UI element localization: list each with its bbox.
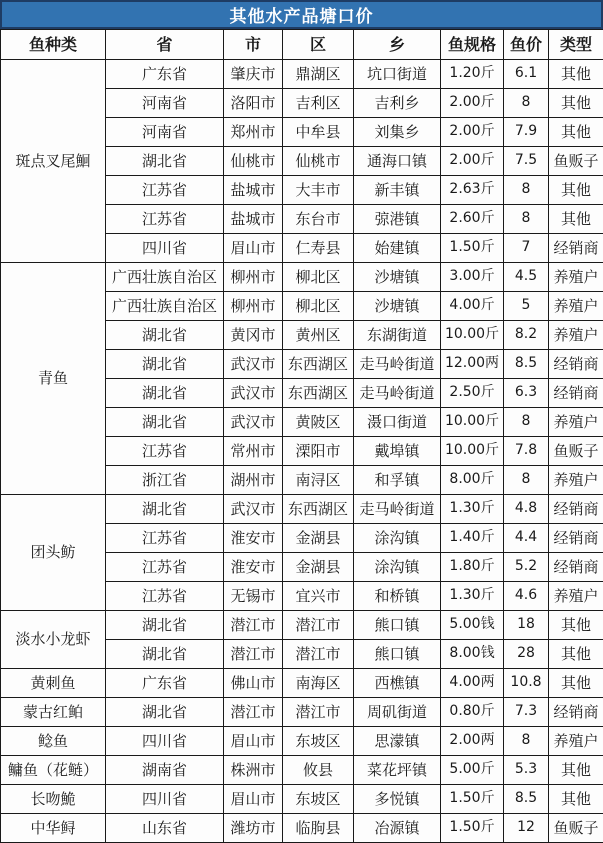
- city-cell: 肇庆市: [224, 60, 283, 89]
- township-cell: 始建镇: [354, 234, 441, 263]
- city-cell: 潜江市: [224, 698, 283, 727]
- price-cell: 10.8: [504, 669, 549, 698]
- price-cell: 8: [504, 466, 549, 495]
- price-cell: 8.5: [504, 350, 549, 379]
- price-cell: 4.4: [504, 524, 549, 553]
- price-cell: 8: [504, 727, 549, 756]
- district-cell: 柳北区: [283, 292, 354, 321]
- species-cell: 中华鲟: [1, 814, 106, 843]
- type-cell: 经销商: [549, 495, 603, 524]
- city-cell: 潍坊市: [224, 814, 283, 843]
- province-cell: 广西壮族自治区: [106, 292, 224, 321]
- township-cell: 刘集乡: [354, 118, 441, 147]
- province-cell: 四川省: [106, 727, 224, 756]
- spec-cell: 1.40斤: [441, 524, 504, 553]
- province-cell: 江苏省: [106, 582, 224, 611]
- township-cell: 走马岭街道: [354, 350, 441, 379]
- spec-cell: 5.00斤: [441, 756, 504, 785]
- city-cell: 佛山市: [224, 669, 283, 698]
- township-cell: 走马岭街道: [354, 495, 441, 524]
- district-cell: 鼎湖区: [283, 60, 354, 89]
- price-cell: 8: [504, 408, 549, 437]
- province-cell: 河南省: [106, 118, 224, 147]
- township-cell: 熊口镇: [354, 611, 441, 640]
- spec-cell: 1.50斤: [441, 234, 504, 263]
- township-cell: 西樵镇: [354, 669, 441, 698]
- type-cell: 养殖户: [549, 321, 603, 350]
- township-cell: 弶港镇: [354, 205, 441, 234]
- province-cell: 湖北省: [106, 408, 224, 437]
- column-header-township: 乡: [354, 30, 441, 60]
- township-cell: 走马岭街道: [354, 379, 441, 408]
- spec-cell: 0.80斤: [441, 698, 504, 727]
- township-cell: 冶源镇: [354, 814, 441, 843]
- spec-cell: 8.00斤: [441, 466, 504, 495]
- district-cell: 攸县: [283, 756, 354, 785]
- province-cell: 湖南省: [106, 756, 224, 785]
- spec-cell: 5.00钱: [441, 611, 504, 640]
- price-cell: 6.3: [504, 379, 549, 408]
- price-cell: 7.5: [504, 147, 549, 176]
- province-cell: 江苏省: [106, 205, 224, 234]
- price-cell: 7.3: [504, 698, 549, 727]
- city-cell: 淮安市: [224, 524, 283, 553]
- spec-cell: 1.30斤: [441, 495, 504, 524]
- district-cell: 潜江市: [283, 611, 354, 640]
- price-cell: 5: [504, 292, 549, 321]
- city-cell: 柳州市: [224, 292, 283, 321]
- species-cell: 淡水小龙虾: [1, 611, 106, 669]
- table-row: [1, 698, 603, 727]
- price-cell: 4.6: [504, 582, 549, 611]
- province-cell: 湖北省: [106, 611, 224, 640]
- spec-cell: 1.80斤: [441, 553, 504, 582]
- price-cell: 6.1: [504, 60, 549, 89]
- price-cell: 8: [504, 89, 549, 118]
- province-cell: 河南省: [106, 89, 224, 118]
- species-cell: 斑点叉尾鮰: [1, 60, 106, 263]
- price-cell: 8.5: [504, 785, 549, 814]
- price-cell: 12: [504, 814, 549, 843]
- spec-cell: 4.00两: [441, 669, 504, 698]
- table-row: [1, 611, 603, 640]
- province-cell: 四川省: [106, 785, 224, 814]
- spec-cell: 2.50斤: [441, 379, 504, 408]
- price-cell: 8: [504, 176, 549, 205]
- district-cell: 仙桃市: [283, 147, 354, 176]
- type-cell: 经销商: [549, 350, 603, 379]
- table-row: [1, 669, 603, 698]
- column-header-spec: 鱼规格: [441, 30, 504, 60]
- species-cell: 鳙鱼（花鲢）: [1, 756, 106, 785]
- district-cell: 溧阳市: [283, 437, 354, 466]
- spec-cell: 1.30斤: [441, 582, 504, 611]
- township-cell: 吉利乡: [354, 89, 441, 118]
- city-cell: 洛阳市: [224, 89, 283, 118]
- price-cell: 7.9: [504, 118, 549, 147]
- township-cell: 新丰镇: [354, 176, 441, 205]
- township-cell: 涂沟镇: [354, 524, 441, 553]
- type-cell: 其他: [549, 60, 603, 89]
- city-cell: 无锡市: [224, 582, 283, 611]
- type-cell: 鱼贩子: [549, 814, 603, 843]
- table-row: [1, 814, 603, 843]
- district-cell: 东坡区: [283, 727, 354, 756]
- city-cell: 潜江市: [224, 611, 283, 640]
- city-cell: 盐城市: [224, 176, 283, 205]
- district-cell: 黄陂区: [283, 408, 354, 437]
- province-cell: 湖北省: [106, 379, 224, 408]
- type-cell: 养殖户: [549, 466, 603, 495]
- city-cell: 潜江市: [224, 640, 283, 669]
- city-cell: 淮安市: [224, 553, 283, 582]
- fish-price-table: [0, 29, 603, 843]
- species-cell: 团头鲂: [1, 495, 106, 611]
- spec-cell: 10.00斤: [441, 437, 504, 466]
- district-cell: 中牟县: [283, 118, 354, 147]
- table-row: [1, 785, 603, 814]
- price-cell: 7.8: [504, 437, 549, 466]
- province-cell: 江苏省: [106, 437, 224, 466]
- city-cell: 盐城市: [224, 205, 283, 234]
- district-cell: 东西湖区: [283, 350, 354, 379]
- type-cell: 养殖户: [549, 408, 603, 437]
- type-cell: 经销商: [549, 524, 603, 553]
- district-cell: 宜兴市: [283, 582, 354, 611]
- province-cell: 湖北省: [106, 698, 224, 727]
- city-cell: 武汉市: [224, 379, 283, 408]
- district-cell: 金湖县: [283, 553, 354, 582]
- district-cell: 南浔区: [283, 466, 354, 495]
- table-row: [1, 263, 603, 292]
- type-cell: 经销商: [549, 698, 603, 727]
- spec-cell: 10.00斤: [441, 408, 504, 437]
- type-cell: 养殖户: [549, 582, 603, 611]
- city-cell: 郑州市: [224, 118, 283, 147]
- district-cell: 仁寿县: [283, 234, 354, 263]
- type-cell: 经销商: [549, 553, 603, 582]
- township-cell: 和桥镇: [354, 582, 441, 611]
- city-cell: 黄冈市: [224, 321, 283, 350]
- type-cell: 经销商: [549, 379, 603, 408]
- township-cell: 熊口镇: [354, 640, 441, 669]
- township-cell: 涂沟镇: [354, 553, 441, 582]
- city-cell: 武汉市: [224, 408, 283, 437]
- district-cell: 黄州区: [283, 321, 354, 350]
- species-cell: 鲶鱼: [1, 727, 106, 756]
- page-title: 其他水产品塘口价: [0, 0, 603, 29]
- district-cell: 临朐县: [283, 814, 354, 843]
- type-cell: 养殖户: [549, 727, 603, 756]
- type-cell: 其他: [549, 785, 603, 814]
- district-cell: 东坡区: [283, 785, 354, 814]
- spec-cell: 1.20斤: [441, 60, 504, 89]
- province-cell: 湖北省: [106, 350, 224, 379]
- province-cell: 湖北省: [106, 147, 224, 176]
- spec-cell: 12.00两: [441, 350, 504, 379]
- city-cell: 仙桃市: [224, 147, 283, 176]
- city-cell: 常州市: [224, 437, 283, 466]
- type-cell: 其他: [549, 669, 603, 698]
- type-cell: 养殖户: [549, 263, 603, 292]
- column-header-province: 省: [106, 30, 224, 60]
- price-cell: 18: [504, 611, 549, 640]
- type-cell: 其他: [549, 176, 603, 205]
- township-cell: 戴埠镇: [354, 437, 441, 466]
- township-cell: 沙塘镇: [354, 292, 441, 321]
- province-cell: 广东省: [106, 60, 224, 89]
- city-cell: 湖州市: [224, 466, 283, 495]
- price-cell: 5.3: [504, 756, 549, 785]
- province-cell: 江苏省: [106, 176, 224, 205]
- city-cell: 眉山市: [224, 234, 283, 263]
- spec-cell: 3.00斤: [441, 263, 504, 292]
- city-cell: 柳州市: [224, 263, 283, 292]
- spec-cell: 2.00斤: [441, 118, 504, 147]
- township-cell: 思濛镇: [354, 727, 441, 756]
- province-cell: 广西壮族自治区: [106, 263, 224, 292]
- type-cell: 其他: [549, 756, 603, 785]
- column-header-city: 市: [224, 30, 283, 60]
- city-cell: 武汉市: [224, 495, 283, 524]
- type-cell: 鱼贩子: [549, 147, 603, 176]
- district-cell: 东西湖区: [283, 379, 354, 408]
- city-cell: 眉山市: [224, 785, 283, 814]
- type-cell: 鱼贩子: [549, 437, 603, 466]
- township-cell: 和孚镇: [354, 466, 441, 495]
- price-cell: 8.2: [504, 321, 549, 350]
- township-cell: 东湖街道: [354, 321, 441, 350]
- type-cell: 其他: [549, 205, 603, 234]
- type-cell: 养殖户: [549, 292, 603, 321]
- township-cell: 通海口镇: [354, 147, 441, 176]
- province-cell: 湖北省: [106, 321, 224, 350]
- column-header-district: 区: [283, 30, 354, 60]
- type-cell: 经销商: [549, 234, 603, 263]
- spec-cell: 4.00斤: [441, 292, 504, 321]
- township-cell: 坑口街道: [354, 60, 441, 89]
- price-cell: 8: [504, 205, 549, 234]
- province-cell: 江苏省: [106, 524, 224, 553]
- city-cell: 株洲市: [224, 756, 283, 785]
- type-cell: 其他: [549, 640, 603, 669]
- price-cell: 7: [504, 234, 549, 263]
- spec-cell: 2.00斤: [441, 89, 504, 118]
- header-row: [1, 30, 603, 60]
- province-cell: 湖北省: [106, 640, 224, 669]
- district-cell: 潜江市: [283, 698, 354, 727]
- province-cell: 四川省: [106, 234, 224, 263]
- province-cell: 湖北省: [106, 495, 224, 524]
- township-cell: 周矶街道: [354, 698, 441, 727]
- district-cell: 金湖县: [283, 524, 354, 553]
- type-cell: 其他: [549, 611, 603, 640]
- district-cell: 大丰市: [283, 176, 354, 205]
- province-cell: 山东省: [106, 814, 224, 843]
- type-cell: 其他: [549, 118, 603, 147]
- spec-cell: 2.63斤: [441, 176, 504, 205]
- table-row: [1, 727, 603, 756]
- type-cell: 其他: [549, 89, 603, 118]
- province-cell: 浙江省: [106, 466, 224, 495]
- district-cell: 东西湖区: [283, 495, 354, 524]
- column-header-type: 类型: [549, 30, 603, 60]
- spec-cell: 1.50斤: [441, 785, 504, 814]
- district-cell: 潜江市: [283, 640, 354, 669]
- township-cell: 沙塘镇: [354, 263, 441, 292]
- city-cell: 武汉市: [224, 350, 283, 379]
- spec-cell: 2.00斤: [441, 147, 504, 176]
- species-cell: 黄刺鱼: [1, 669, 106, 698]
- spec-cell: 8.00钱: [441, 640, 504, 669]
- township-cell: 多悦镇: [354, 785, 441, 814]
- spec-cell: 2.00两: [441, 727, 504, 756]
- price-cell: 4.8: [504, 495, 549, 524]
- province-cell: 江苏省: [106, 553, 224, 582]
- city-cell: 眉山市: [224, 727, 283, 756]
- township-cell: 菜花坪镇: [354, 756, 441, 785]
- table-row: [1, 495, 603, 524]
- table-row: [1, 756, 603, 785]
- province-cell: 广东省: [106, 669, 224, 698]
- spec-cell: 10.00斤: [441, 321, 504, 350]
- township-cell: 滠口街道: [354, 408, 441, 437]
- price-cell: 4.5: [504, 263, 549, 292]
- price-cell: 5.2: [504, 553, 549, 582]
- column-header-price: 鱼价: [504, 30, 549, 60]
- spec-cell: 1.50斤: [441, 814, 504, 843]
- species-cell: 青鱼: [1, 263, 106, 495]
- spec-cell: 2.60斤: [441, 205, 504, 234]
- species-cell: 长吻鮠: [1, 785, 106, 814]
- column-header-species: 鱼种类: [1, 30, 106, 60]
- species-cell: 蒙古红鲌: [1, 698, 106, 727]
- price-cell: 28: [504, 640, 549, 669]
- district-cell: 东台市: [283, 205, 354, 234]
- district-cell: 柳北区: [283, 263, 354, 292]
- table-row: [1, 60, 603, 89]
- district-cell: 吉利区: [283, 89, 354, 118]
- district-cell: 南海区: [283, 669, 354, 698]
